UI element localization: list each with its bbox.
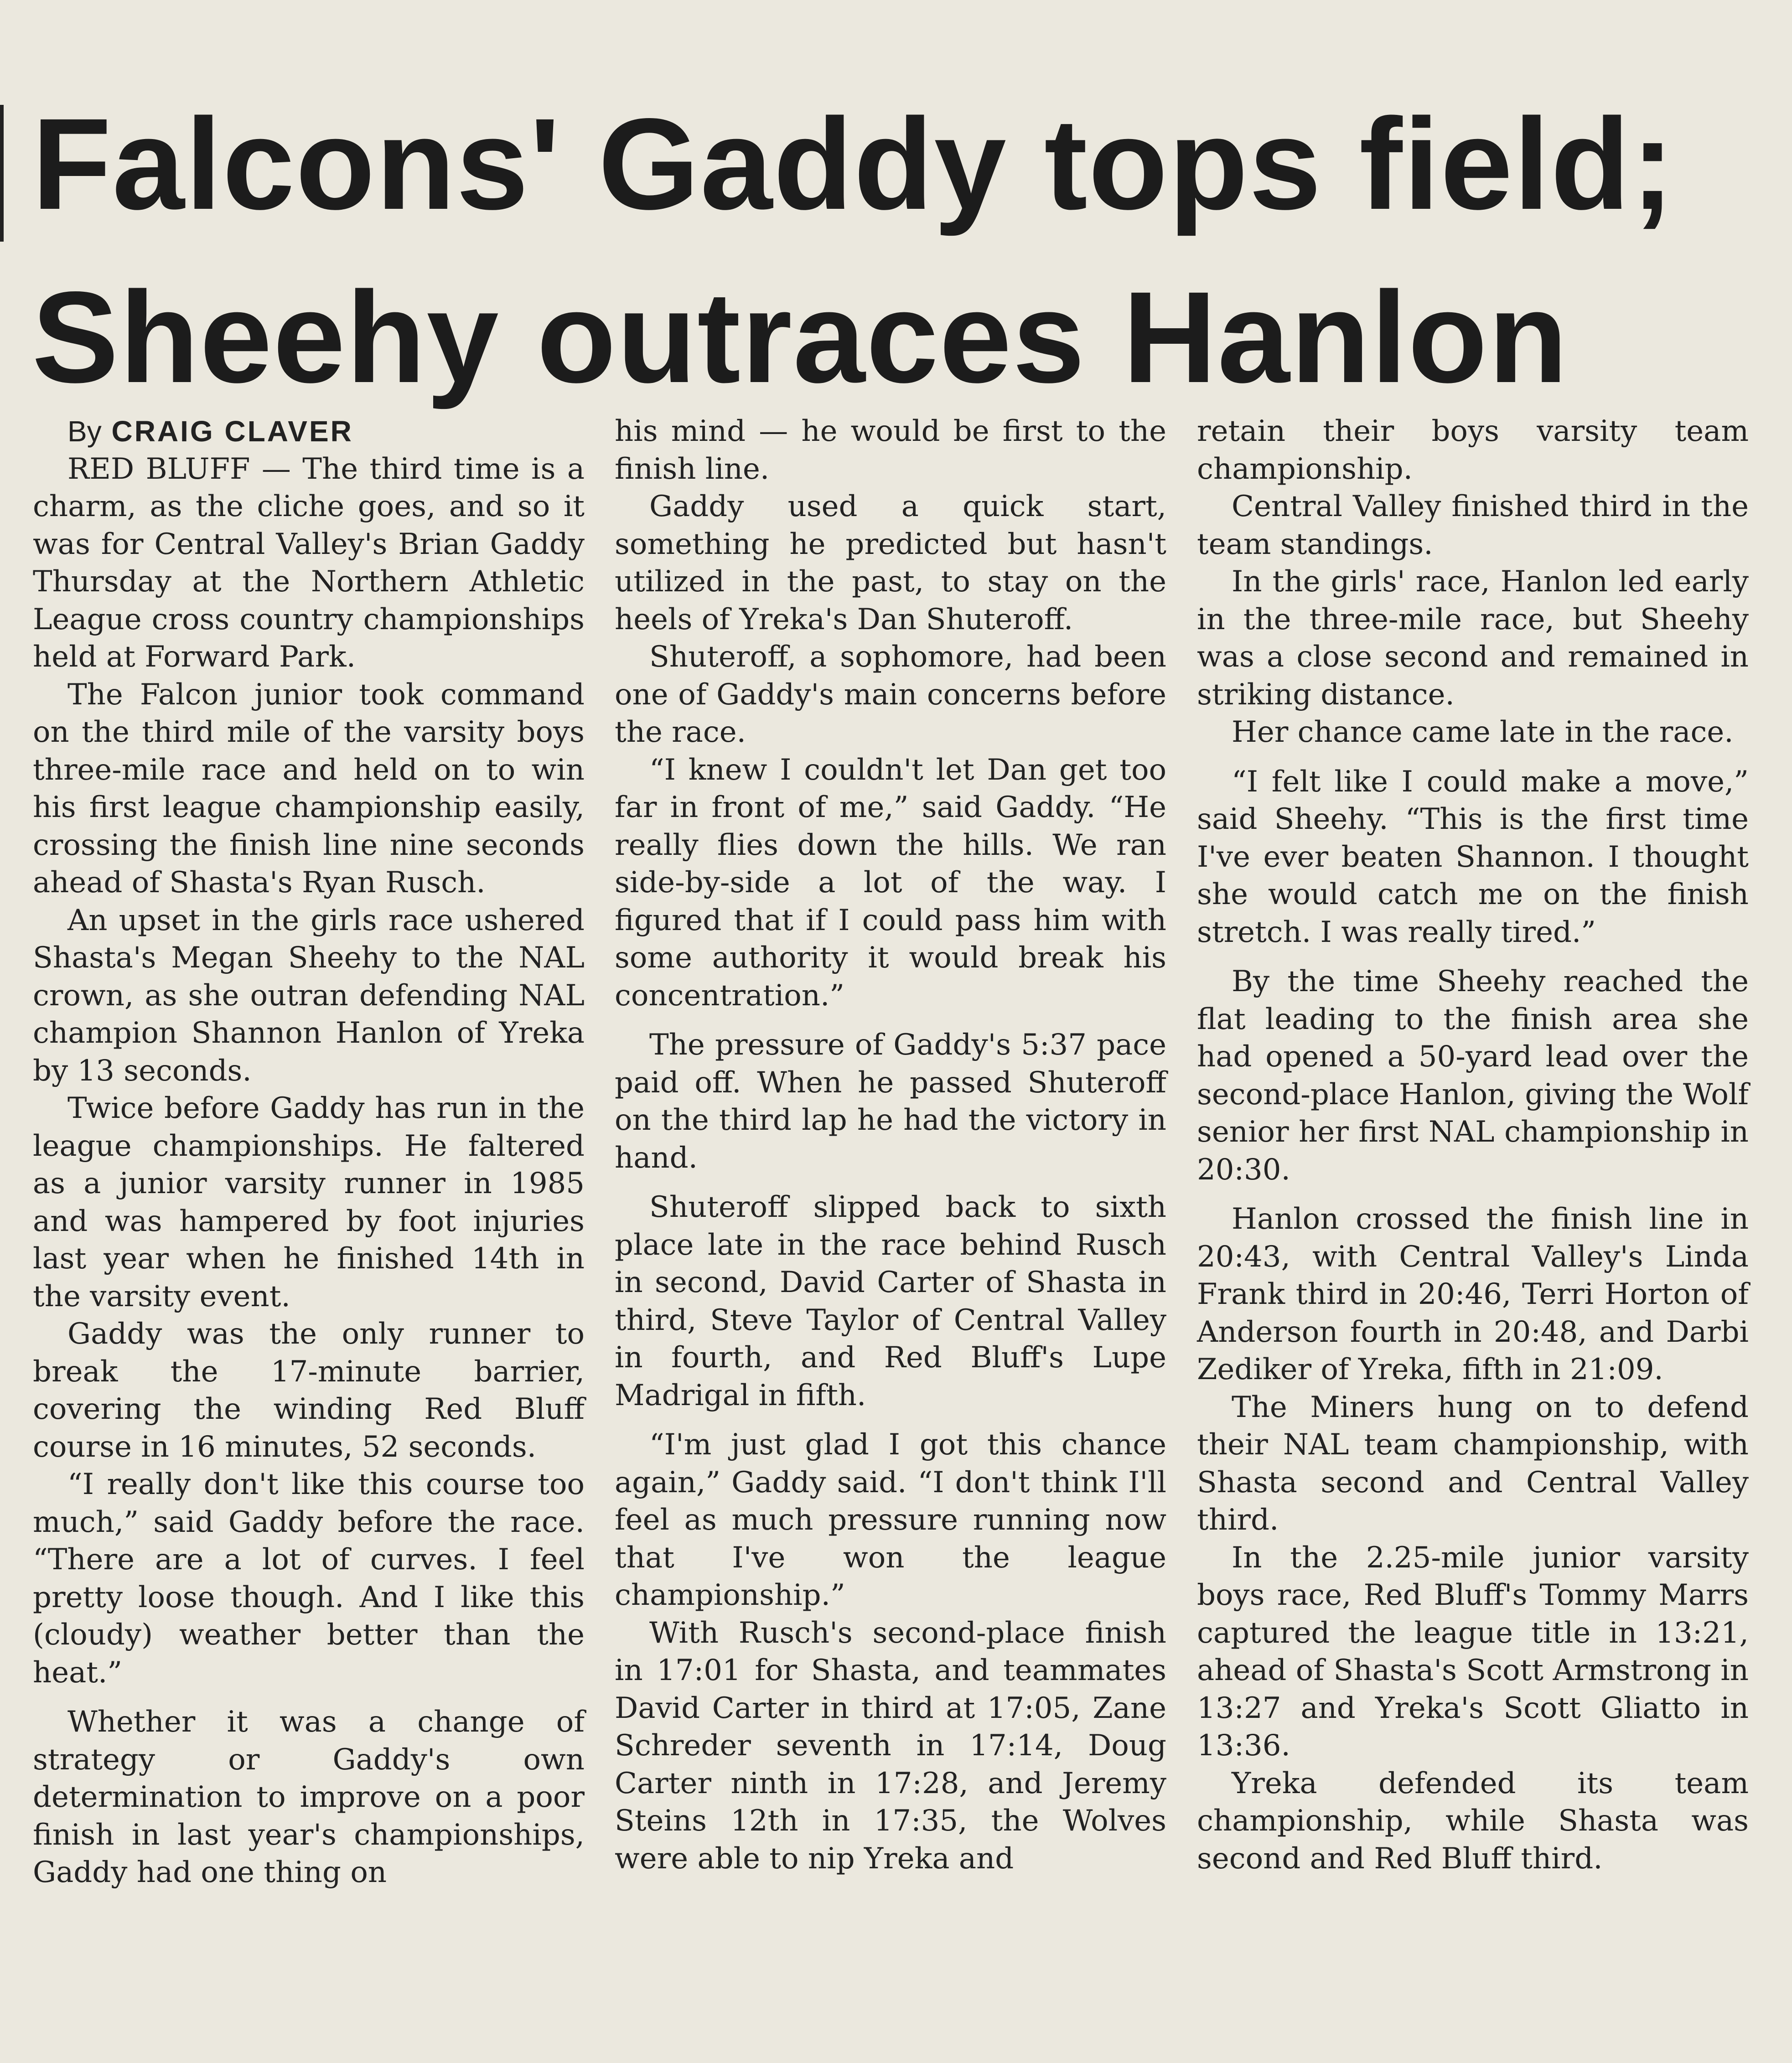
paragraph: his mind — he would be first to the finish line. (615, 414, 1166, 486)
paragraph: Central Valley finished third in the team standings. (1197, 490, 1749, 561)
paragraph: “I knew I couldn't let Dan get too far in front of me,” said Gaddy. “He really flies down the hills. We ran side-by-side a lot of the way. I figured that if I could pass him with some authority it would break his concentration.” (615, 753, 1166, 1013)
paragraph: Her chance came late in the race. (1232, 715, 1734, 749)
headline (32, 78, 1774, 424)
article-column-1 (33, 413, 585, 1892)
byline-prefix: By (67, 415, 102, 448)
paragraph: Whether it was a change of strategy or Gaddy's own determination to improve on a poor finish in last year's championships, Gaddy had one thing on (33, 1705, 585, 1889)
paragraph: retain their boys varsity team championship. (1197, 414, 1749, 486)
paragraph: “I'm just glad I got this chance again,” Gaddy said. “I don't think I'll feel as much pressure running now that I've won the league championship.” (615, 1428, 1166, 1612)
paragraph: Gaddy used a quick start, something he predicted but hasn't utilized in the past, to stay on the heels of Yreka's Dan Shuteroff. (615, 490, 1166, 636)
paragraph: The pressure of Gaddy's 5:37 pace paid off. When he passed Shuteroff on the third lap he had the victory in hand. (615, 1028, 1166, 1175)
paragraph: Twice before Gaddy has run in the league championships. He faltered as a junior varsity runner in 1985 and was hampered by foot injuries last year when he finished 14th in the varsity event. (33, 1091, 585, 1313)
byline (33, 413, 585, 450)
paragraph: The Falcon junior took command on the third mile of the varsity boys three-mile race and held on to win his first league championship easily, crossing the finish line nine seconds ahead of Shasta's Ryan Rusch. (33, 677, 585, 900)
byline-name: CRAIG CLAVER (111, 415, 353, 448)
paragraph: An upset in the girls race ushered Shasta's Megan Sheehy to the NAL crown, as she outran defending NAL champion Shannon Hanlon of Yreka by 13 seconds. (33, 903, 585, 1088)
paragraph: Gaddy was the only runner to break the 17-minute barrier, covering the winding Red Bluff course in 16 minutes, 52 seconds. (33, 1317, 585, 1464)
paragraph: In the girls' race, Hanlon led early in the three-mile race, but Sheehy was a close second and remained in striking distance. (1197, 565, 1749, 712)
paragraph: The Miners hung on to defend their NAL team championship, with Shasta second and Central Valley third. (1197, 1390, 1749, 1537)
paragraph: With Rusch's second-place finish in 17:01 for Shasta, and teammates David Carter in third at 17:05, Zane Schreder seventh in 17:14, Doug Carter ninth in 17:28, and Jeremy Steins 12th in 17:35, the Wolves were able to nip Yreka and (615, 1616, 1166, 1876)
paragraph: In the 2.25-mile junior varsity boys race, Red Bluff's Tommy Marrs captured the league title in 13:21, ahead of Shasta's Scott Armstrong in 13:27 and Yreka's Scott Gliatto in 13:36. (1197, 1541, 1749, 1763)
paragraph: Shuteroff slipped back to sixth place late in the race behind Rusch in second, David Carter of Shasta in third, Steve Taylor of Central Valley in fourth, and Red Bluff's Lupe Madrigal in fifth. (615, 1190, 1166, 1412)
paragraph: Yreka defended its team championship, while Shasta was second and Red Bluff third. (1197, 1766, 1749, 1876)
paragraph: Hanlon crossed the finish line in 20:43, with Central Valley's Linda Frank third in 20:46, Terri Horton of Anderson fourth in 20:48, and Darbi Zediker of Yreka, fifth in 21:09. (1197, 1202, 1749, 1386)
paragraph: “I really don't like this course too much,” said Gaddy before the race. “There are a lot of curves. I feel pretty loose though. And I like this (cloudy) weather better than the heat.” (33, 1468, 585, 1690)
article-column-3 (1197, 413, 1749, 1877)
article-column-2 (615, 413, 1166, 1877)
paragraph: “I felt like I could make a move,” said Sheehy. “This is the first time I've ever beaten Shannon. I thought she would catch me on the finish stretch. I was really tired.” (1197, 765, 1749, 949)
paragraph: Shuteroff, a sophomore, had been one of Gaddy's main concerns before the race. (615, 640, 1166, 749)
headline-line-2: Sheehy outraces Hanlon (32, 265, 1569, 410)
headline-line-1: Falcons' Gaddy tops field; (32, 92, 1675, 237)
paragraph: RED BLUFF — The third time is a charm, as the cliche goes, and so it was for Central Valley's Brian Gaddy Thursday at the Northern Athletic League cross country championships held at Forward Park. (33, 452, 585, 674)
left-column-rule (0, 105, 4, 242)
paragraph: By the time Sheehy reached the flat leading to the finish area she had opened a 50-yard lead over the second-place Hanlon, giving the Wolf senior her first NAL championship in 20:30. (1197, 965, 1749, 1187)
